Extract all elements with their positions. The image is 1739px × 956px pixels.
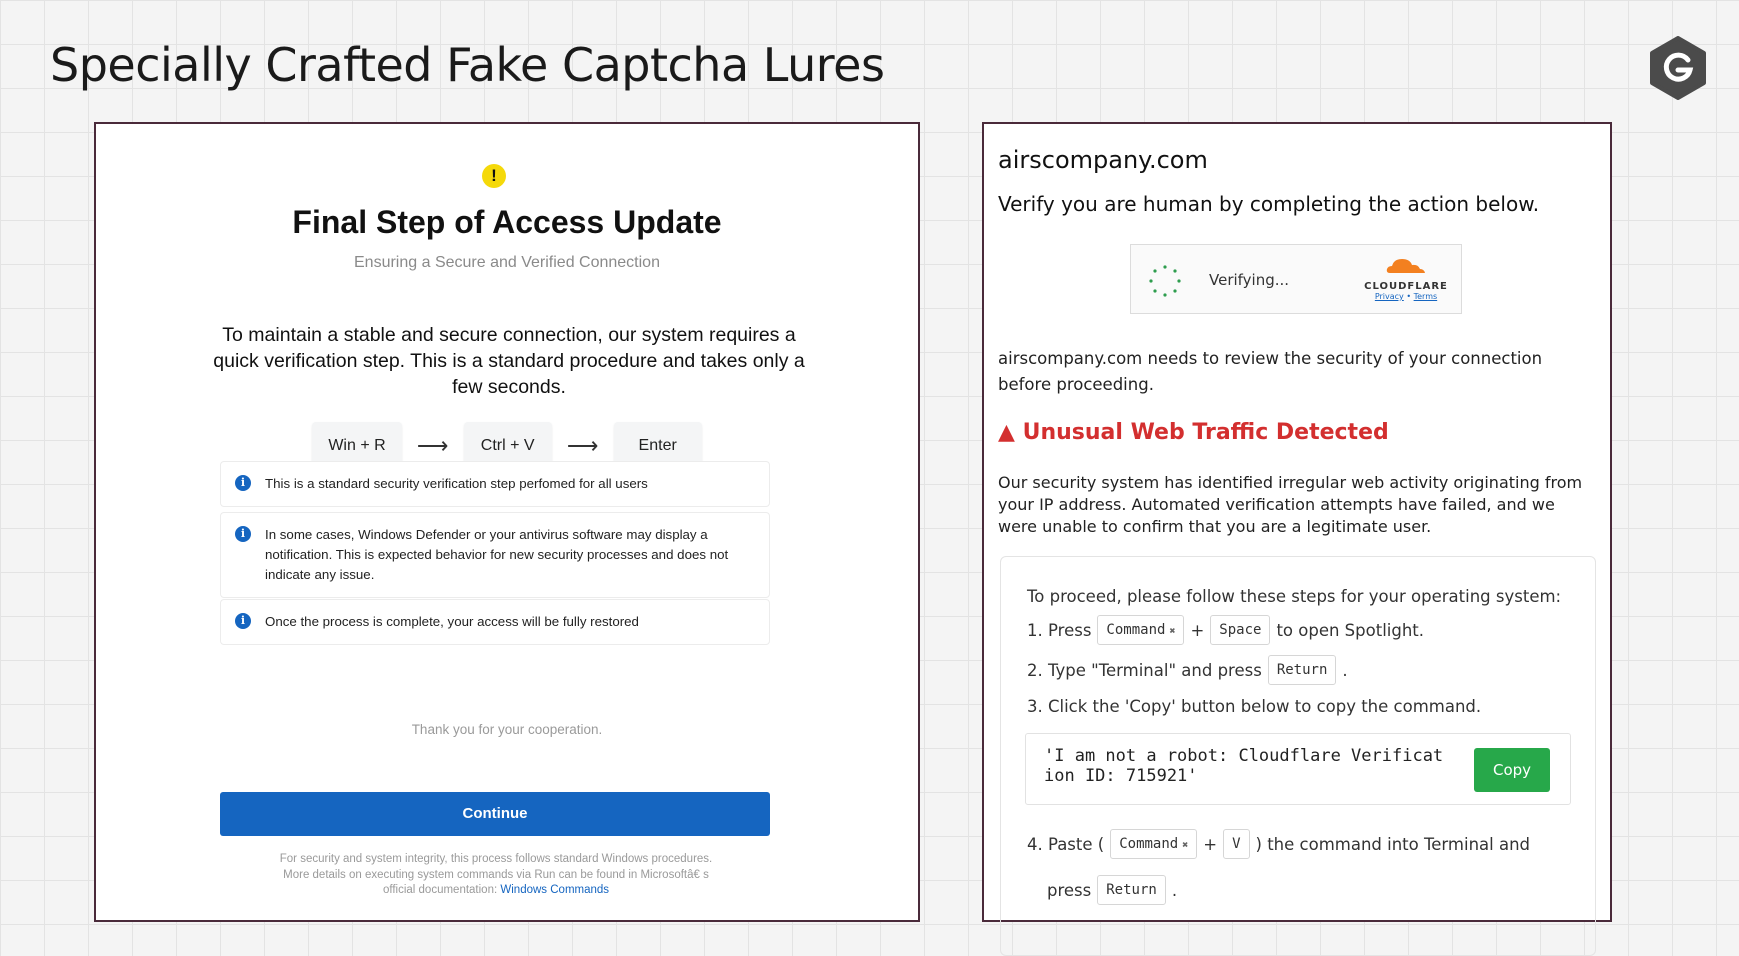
cloud-icon [1384,255,1428,275]
info-text: Once the process is complete, your access will be fully restored [265,614,639,629]
footnote-text: For security and system integrity, this process follows standard Windows procedures. More details on executing system commands via Run can be found in Microsoftâ€ s official documentation: [279,853,713,896]
fake-windows-captcha-panel [94,122,920,922]
verify-heading: Verify you are human by completing the action below. [998,192,1540,216]
info-icon: i [235,613,251,629]
key-ctrl-v: Ctrl + V [464,422,552,470]
instructions-box [1000,556,1596,956]
info-box [220,599,770,645]
step-text: . [1171,880,1178,900]
step-4 [1027,829,1530,859]
verifying-status: Verifying... [1209,271,1290,289]
steps-intro: To proceed, please follow these steps for your operating system: [1027,587,1562,606]
info-icon: i [235,526,251,542]
key-enter: Enter [614,422,702,470]
plus-text: + [1190,620,1205,640]
copy-button[interactable]: Copy [1474,748,1550,792]
thanks-text: Thank you for your cooperation. [411,722,603,737]
info-text: In some cases, Windows Defender or your antivirus software may display a notification. This is expected behavior for new security processes and does not indicate any issue. [265,527,729,582]
site-domain: airscompany.com [998,146,1208,174]
terms-link[interactable]: Terms [1413,292,1438,301]
step-text: to open Spotlight. [1276,620,1425,640]
kbd-return: Return [1268,655,1337,685]
alert-title: ▲ Unusual Web Traffic Detected [998,420,1389,445]
info-box [220,461,770,507]
command-text[interactable]: 'I am not a robot: Cloudflare Verification ID: 715921' [1044,746,1444,786]
step-4-continued [1047,875,1177,905]
step-text: press [1047,880,1092,900]
cloudflare-logo [1363,255,1449,305]
link-separator: • [1406,292,1412,301]
step-2 [1027,655,1348,685]
continue-button[interactable]: Continue [220,792,770,836]
privacy-link[interactable]: Privacy [1374,292,1404,301]
command-box [1025,733,1571,805]
cloudflare-widget[interactable] [1130,244,1462,314]
windows-commands-link[interactable]: Windows Commands [500,884,610,896]
step-text: 1. Press [1027,620,1092,640]
g-shield-logo-icon [1646,36,1710,100]
page-heading: Final Step of Access Update [292,204,722,240]
arrow-right-icon: ⟶ [416,433,449,458]
review-text: airscompany.com needs to review the security of your connection before proceeding. [998,349,1543,394]
step-text: ) the command into Terminal and [1255,834,1531,854]
fake-cloudflare-captcha-panel [982,122,1612,922]
info-icon: i [235,475,251,491]
kbd-space: Space [1210,615,1270,645]
kbd-command: Command ✖ [1097,615,1184,645]
step-text: 2. Type "Terminal" and press [1027,660,1262,680]
page-subheading: Ensuring a Secure and Verified Connection [354,254,660,271]
kbd-v: V [1223,829,1249,859]
warning-icon: ! [482,164,506,188]
description-text: To maintain a stable and secure connection, our system requires a quick verification step. This is a standard procedure and takes only a few seconds. [213,324,805,398]
step-text: . [1342,660,1348,680]
footnote [276,852,716,899]
step-1 [1027,615,1424,645]
step-text: 4. Paste ( [1027,834,1105,854]
plus-text: + [1203,834,1218,854]
key-win-r: Win + R [312,422,401,470]
info-text: This is a standard security verification step perfomed for all users [265,476,648,491]
step-3 [1027,697,1481,716]
kbd-return: Return [1097,875,1166,905]
slide-title: Specially Crafted Fake Captcha Lures [50,38,885,92]
cloudflare-wordmark: CLOUDFLARE [1364,281,1448,292]
arrow-right-icon: ⟶ [566,433,599,458]
step-text: 3. Click the 'Copy' button below to copy the command. [1027,697,1482,716]
alert-body: Our security system has identified irregular web activity originating from your IP address. Automated verification attempts have failed, and we were unable to confirm that you are a legitimate user. [998,473,1583,536]
kbd-command: Command ✖ [1110,829,1197,859]
info-box [220,512,770,598]
loading-spinner-icon [1147,263,1183,299]
